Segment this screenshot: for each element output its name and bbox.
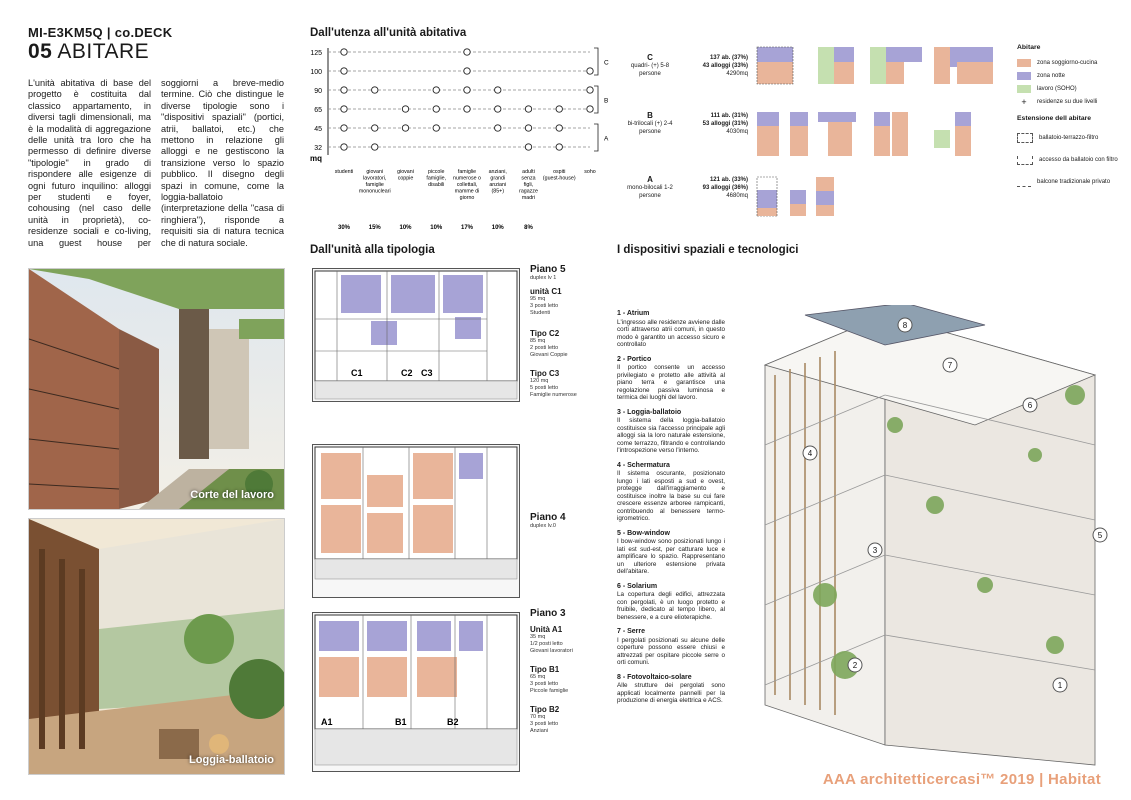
data-point xyxy=(402,106,408,112)
percentage-label: 10% xyxy=(491,225,504,230)
data-point xyxy=(556,125,562,131)
unit-detail: 5 posti letto xyxy=(530,385,559,391)
callout-4: 4 xyxy=(807,449,813,458)
legend-label: ballatoio-terrazzo-filtro xyxy=(1039,135,1099,141)
unit-detail: 2 posti letto xyxy=(530,345,559,351)
balcone-icon xyxy=(1017,178,1031,187)
type-a-stats xyxy=(688,176,748,200)
unit-detail: Anziani xyxy=(530,728,549,734)
footer-brand: AAA architetticercasi™ 2019 | Habitat xyxy=(822,771,1101,788)
data-point xyxy=(372,125,378,131)
unit-name: Tipo C3 xyxy=(530,369,560,378)
callout-1: 1 xyxy=(1057,681,1063,690)
plan-unit-label: A1 xyxy=(321,717,333,727)
dispositivo-item xyxy=(617,583,725,622)
percentage-label: 10% xyxy=(399,225,412,230)
type-a-desc xyxy=(620,176,680,200)
dispositivo-title: 8 - Fotovoltaico-solare xyxy=(617,673,692,681)
legend-item xyxy=(1017,171,1122,193)
dispositivo-title: 5 - Bow-window xyxy=(617,529,670,537)
y-tick-label: 100 xyxy=(310,69,322,76)
data-point xyxy=(525,106,531,112)
data-point xyxy=(587,106,593,112)
type-ab: 111 ab. (31%) xyxy=(710,113,748,119)
photo-caption: Corte del lavoro xyxy=(190,489,274,501)
legend-swatch xyxy=(1017,85,1031,93)
data-point xyxy=(495,125,501,131)
section-label: ABITARE xyxy=(57,40,150,63)
unit-detail: 120 mq xyxy=(530,378,549,384)
category-label: anziani, grandi anziani (85+) xyxy=(488,169,507,195)
legend-label: zona notte xyxy=(1037,72,1066,79)
plan-piano3-info xyxy=(530,608,610,735)
row-c xyxy=(757,47,993,84)
type-description: bi-trilocali (+) 2-4 persone xyxy=(627,121,673,135)
y-tick-label: 125 xyxy=(310,50,322,57)
bracket xyxy=(594,48,598,75)
type-letter: B xyxy=(647,111,653,120)
unit-detail: 3 posti letto xyxy=(530,721,559,727)
piano-label: Piano 5 xyxy=(530,264,566,275)
dispositivo-text: La copertura degli edifici, attrezzata con pergolati, è un luogo protetto e fruibile, dedicato al tempo libero, al benessere, e a cure elioterapiche. xyxy=(617,591,725,621)
unit-detail: 1/2 posti letto xyxy=(530,641,563,647)
category-label: giovani coppie xyxy=(397,169,414,182)
bracket-label: B xyxy=(604,97,609,105)
data-point xyxy=(341,144,347,150)
unit-detail: 65 mq xyxy=(530,674,546,680)
unit-detail: 70 mq xyxy=(530,714,546,720)
plan-piano5-info xyxy=(530,264,610,399)
data-point xyxy=(433,87,439,93)
type-alloggi: 93 alloggi (36%) xyxy=(702,185,748,191)
legend-swatch xyxy=(1017,59,1031,67)
type-letter: A xyxy=(647,175,653,184)
data-point xyxy=(525,144,531,150)
unit-detail: Studenti xyxy=(530,310,551,316)
type-mq: 4680mq xyxy=(726,193,748,199)
data-point xyxy=(341,125,347,131)
intro-text: L'unità abitativa di base del progetto è costituita dal classico appartamento, in diversi tagli dimensionali, ma è la modalità di aggregazione delle unità tra loro che ha permesso di definire diverse "tipologie" in grado di rispondere alle esigenze di ogni futuro inquilino: alloggi per studenti e foyer, cohousing (nel caso delle unità in proprietà), co-residenze sociali e co-living, una guest house per soggiorni a breve-medio termine. Ciò che distingue le diverse tipologie sono i "dispositivi spaziali" (portici, atrii, ballatoi, etc.) che mettono in relazione gli alloggi e ne gestiscono la transizione verso lo spazio pubblico. Il disegno degli spazi in comune, come la loggia-ballatoio (interpretazione della "casa di ringhiera"), risponde a requisiti sia di natura tecnica che di natura sociale. xyxy=(28,78,284,248)
data-point xyxy=(525,125,531,131)
data-point xyxy=(402,125,408,131)
types-table xyxy=(620,44,750,214)
dispositivo-text: Il sistema oscurante, posizionato lungo i lati esposti a sud e ovest, protegge dall'irraggiamento e costituisce inoltre la base su cui fare crescere essenze arboree rampicanti, contribuendo al benessere termo-igrometrico. xyxy=(617,470,725,522)
plus-icon: + xyxy=(1021,96,1027,107)
page-title xyxy=(28,40,149,64)
dispositivo-item xyxy=(617,462,725,523)
legend-item xyxy=(1017,149,1122,171)
legend-label: lavoro (SOHO) xyxy=(1037,85,1077,92)
plan-piano3-drawing xyxy=(313,613,519,771)
photo-corte-image xyxy=(29,269,284,509)
data-point xyxy=(587,87,593,93)
unit-detail: 3 posti letto xyxy=(530,303,559,309)
dispositivo-title: 6 - Solarium xyxy=(617,582,658,590)
legend-label: balcone tradizionale privato xyxy=(1037,179,1111,185)
category-label: famiglie numerose o collettali, mamme di giorno xyxy=(453,169,481,201)
y-tick-label: 90 xyxy=(314,88,322,95)
project-code: MI-E3KM5Q | co.DECK xyxy=(28,25,173,40)
dispositivo-title: 1 - Atrium xyxy=(617,310,650,317)
piano-sub: duplex lv 1 xyxy=(530,275,557,281)
dispositivo-item xyxy=(617,409,725,455)
type-b-desc xyxy=(620,112,680,136)
data-point xyxy=(433,125,439,131)
percentage-label: 10% xyxy=(430,225,443,230)
type-c-stats xyxy=(688,54,748,78)
type-alloggi: 53 alloggi (31%) xyxy=(702,121,748,127)
y-tick-label: 32 xyxy=(314,145,322,152)
legend-swatch xyxy=(1017,72,1031,80)
percentage-label: 8% xyxy=(524,225,533,230)
unit-detail: Piccole famiglie xyxy=(530,688,569,694)
ballatoio-icon xyxy=(1017,133,1033,143)
data-point xyxy=(587,68,593,74)
piano-label: Piano 4 xyxy=(530,512,566,523)
unit-detail: Famiglie numerose xyxy=(530,392,577,398)
legend-item xyxy=(1017,69,1122,82)
legend-title-estensione: Estensione dell abitare xyxy=(1017,115,1092,122)
row-a xyxy=(757,177,834,217)
data-point xyxy=(556,106,562,112)
y-tick-label: 65 xyxy=(314,107,322,114)
dispositivo-title: 2 - Portico xyxy=(617,355,652,363)
dispositivo-item xyxy=(617,356,725,402)
callout-6: 6 xyxy=(1027,401,1033,410)
legend-title-abitare: Abitare xyxy=(1017,44,1041,51)
utenza-chart xyxy=(300,40,620,230)
type-mq: 4030mq xyxy=(726,129,748,135)
utenza-section-title: Dall'utenza all'unità abitativa xyxy=(310,27,467,39)
category-label: giovani lavoratori, famiglie mononucleari xyxy=(358,169,391,195)
unit-detail: Giovani lavoratori xyxy=(530,648,573,654)
data-point xyxy=(341,106,347,112)
dispositivo-item xyxy=(617,530,725,576)
legend-item xyxy=(1017,56,1122,69)
type-alloggi: 43 alloggi (33%) xyxy=(702,63,748,69)
data-point xyxy=(464,49,470,55)
data-point xyxy=(372,144,378,150)
type-b-stats xyxy=(688,112,748,136)
callout-3: 3 xyxy=(872,546,878,555)
section-number: 05 xyxy=(28,40,53,63)
category-label: studenti xyxy=(334,169,354,175)
dispositivo-title: 3 - Loggia-ballatoio xyxy=(617,408,682,416)
category-label: piccole famiglie, disabili xyxy=(426,169,447,188)
bracket xyxy=(594,124,598,151)
dispositivo-text: I pergolati posizionati su alcune delle coperture possono essere chiusi e attrezzati per ospitare piccole serre o orti comuni. xyxy=(617,636,725,666)
percentage-label: 30% xyxy=(337,225,351,230)
dispositivo-text: I bow-window sono posizionati lungo i lati est sud-est, per catturare luce e amplificare lo spazio. Rappresentano un ulteriore estensione privata dell'abitare. xyxy=(617,538,725,575)
callout-7: 7 xyxy=(947,361,953,370)
percentage-label: 15% xyxy=(368,225,381,230)
data-point xyxy=(464,68,470,74)
plan-piano5-drawing xyxy=(313,269,519,401)
photo-loggia-image xyxy=(29,519,284,774)
dispositivo-item xyxy=(617,310,725,349)
photo-caption: Loggia-ballatoio xyxy=(189,754,274,766)
data-point xyxy=(556,144,562,150)
plan-unit-label: C3 xyxy=(421,368,433,378)
bracket xyxy=(594,86,598,113)
data-point xyxy=(495,106,501,112)
data-point xyxy=(495,87,501,93)
category-label: adulti senza figli, ragazze madri xyxy=(519,169,538,201)
bracket-label: C xyxy=(604,59,609,67)
dispositivo-item xyxy=(617,674,725,705)
callout-5: 5 xyxy=(1097,531,1103,540)
unit-detail: 35 mq xyxy=(530,634,546,640)
dispositivo-title: 4 - Schermatura xyxy=(617,461,670,469)
legend xyxy=(1017,44,1122,193)
legend-item xyxy=(1017,95,1122,108)
y-tick-label: 45 xyxy=(314,126,322,133)
type-c-desc xyxy=(620,54,680,78)
type-ab: 137 ab. (37%) xyxy=(709,55,748,61)
building-axonometric xyxy=(735,305,1125,775)
plan-unit-label: B2 xyxy=(447,717,459,727)
data-point xyxy=(341,49,347,55)
legend-label: residenze su due livelli xyxy=(1037,98,1098,105)
data-point xyxy=(433,106,439,112)
dispositivo-text: Il portico consente un accesso privilegiato e protetto alle attività al piano terra e garantisce una regolazione passiva luminosa e termica dei luoghi del lavoro. xyxy=(617,364,725,401)
unit-name: unità C1 xyxy=(530,287,562,296)
plan-piano3 xyxy=(312,612,520,772)
y-axis-label: mq xyxy=(310,154,322,163)
percentage-label: 17% xyxy=(460,225,474,230)
plan-unit-label: B1 xyxy=(395,717,407,727)
accesso-icon xyxy=(1017,156,1033,165)
data-point xyxy=(341,68,347,74)
legend-item xyxy=(1017,127,1122,149)
dispositivo-text: Il sistema della loggia-ballatoio costituisce sia l'accesso principale agli alloggi sia la loro naturale estensione, come terrazzo, filtrando e controllando l'introspezione verso l'interno. xyxy=(617,417,725,454)
legend-item xyxy=(1017,82,1122,95)
category-label: ospiti (guest-house) xyxy=(542,169,576,182)
plan-piano4 xyxy=(312,444,520,598)
piano-sub: duplex lv.0 xyxy=(530,523,556,529)
unit-detail: Giovani Coppie xyxy=(530,352,568,358)
data-point xyxy=(464,106,470,112)
unit-detail: 95 mq xyxy=(530,296,546,302)
photo-loggia xyxy=(28,518,285,775)
data-point xyxy=(372,87,378,93)
typology-diagrams xyxy=(752,42,1014,217)
dispositivi-section-title: I dispositivi spaziali e tecnologici xyxy=(617,244,799,256)
dispositivo-title: 7 - Serre xyxy=(617,628,646,635)
photo-corte xyxy=(28,268,285,510)
unit-name: Tipo B1 xyxy=(530,665,560,674)
plan-unit-label: C2 xyxy=(401,368,413,378)
type-letter: C xyxy=(647,53,653,62)
plan-unit-label: C1 xyxy=(351,368,363,378)
dispositivo-text: Alle strutture dei pergolati sono applicati localmente pannelli per la produzione di energia elettrica e ACS. xyxy=(617,682,725,704)
type-description: mono-bilocali 1-2 persone xyxy=(627,185,673,199)
type-mq: 4290mq xyxy=(726,71,748,77)
piano-label: Piano 3 xyxy=(530,608,566,619)
legend-label: accesso da ballatoio con filtro xyxy=(1039,157,1118,163)
plan-piano4-drawing xyxy=(313,445,519,597)
unit-detail: 85 mq xyxy=(530,338,546,344)
dispositivi-list xyxy=(617,310,725,712)
bracket-label: A xyxy=(604,135,609,143)
type-ab: 121 ab. (33%) xyxy=(709,177,748,183)
data-point xyxy=(464,87,470,93)
tipologia-section-title: Dall'unità alla tipologia xyxy=(310,244,435,256)
unit-name: Unità A1 xyxy=(530,625,563,634)
category-label: soho xyxy=(584,169,596,175)
callout-8: 8 xyxy=(902,321,908,330)
legend-label: zona soggiorno-cucina xyxy=(1037,59,1098,66)
unit-name: Tipo C2 xyxy=(530,329,560,338)
plan-piano5 xyxy=(312,268,520,402)
unit-detail: 3 posti letto xyxy=(530,681,559,687)
callout-2: 2 xyxy=(852,661,858,670)
plan-piano4-info xyxy=(530,512,610,529)
data-point xyxy=(341,87,347,93)
type-description: quadri- (+) 5-8 persone xyxy=(630,63,670,77)
dispositivo-text: L'ingresso alle residenze avviene dalle corti attraverso atrii comuni, in questo modo è garantito un accesso sicuro e controllato xyxy=(617,318,725,348)
dispositivo-item xyxy=(617,628,725,667)
row-b xyxy=(757,112,971,156)
unit-name: Tipo B2 xyxy=(530,705,560,714)
